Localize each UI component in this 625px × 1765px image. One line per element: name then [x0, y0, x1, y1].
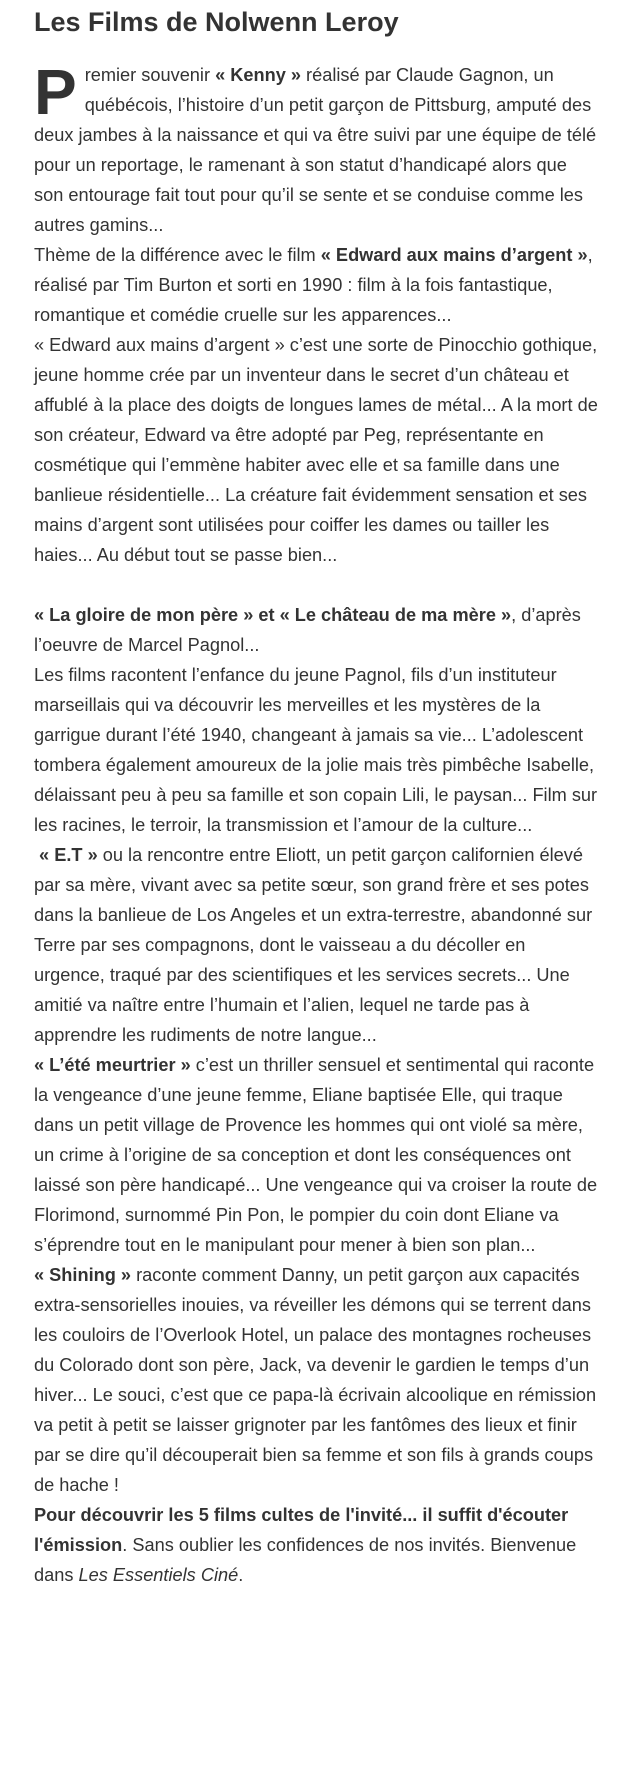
edward-intro: Thème de la différence avec le film [34, 245, 321, 265]
show-name: Les Essentiels Ciné [78, 1565, 239, 1585]
film-title-edward: « Edward aux mains d’argent » [320, 245, 588, 265]
shining-text: raconte comment Danny, un petit garçon aux capacités extra-sensorielles inouies, va réveiller les démons qui se terrent dans les couloirs de l’Overlook Hotel, un palace des montagnes rocheuses du Colorado dont son père, Jack, va devenir le gardien le temps d’un hiver... Le souci, c’est que ce papa-là écrivain alcoolique en rémission va petit à petit se laisser grignoter par les fantômes des lieux et finir par se dire qu’il découperait bien sa femme et son fils à grands coups de hache ! [34, 1265, 597, 1495]
film-title-shining: « Shining » [34, 1265, 132, 1285]
paragraph-edward-synopsis: « Edward aux mains d’argent » c’est une sorte de Pinocchio gothique, jeune homme crée par un inventeur dans le secret d’un château et affublé à la place des doigts de longues lames de métal... A la mort de son créateur, Edward va être adopté par Peg, représentante en cosmétique qui l’emmène habiter avec elle et sa famille dans une banlieue résidentielle... La créature fait évidemment sensation et ses mains d’argent sont utilisées pour coiffer les dames ou tailler les haies... Au début tout se passe bien... [34, 335, 598, 565]
film-title-pagnol: « La gloire de mon père » et « Le château de ma mère » [34, 605, 512, 625]
paragraph-edward [34, 240, 598, 330]
paragraph-et [34, 840, 598, 1050]
paragraph-spacer [34, 570, 598, 600]
kenny-text: réalisé par Claude Gagnon, un québécois, l’histoire d’un petit garçon de Pittsburg, amputé des deux jambes à la naissance et qui va être suivi par une équipe de télé pour un reportage, le ramenant à son statut d’handicapé alors que son entourage fait tout pour qu’il se sente et se conduise comme les autres gamins... [34, 65, 597, 235]
film-title-kenny: « Kenny » [215, 65, 301, 85]
paragraph-outro [34, 1500, 598, 1590]
film-title-et: « E.T » [34, 845, 98, 865]
drop-cap-letter: P [34, 56, 77, 128]
paragraph-pagnol-synopsis: Les films racontent l’enfance du jeune Pagnol, fils d’un instituteur marseillais qui va découvrir les merveilles et les mystères de la garrigue durant l’été 1940, changeant à jamais sa vie... L’adolescent tombera également amoureux de la jolie mais très pimbêche Isabelle, délaissant peu à peu sa famille et son copain Lili, le paysan... Film sur les racines, le terroir, la transmission et l’amour de la culture... [34, 665, 598, 835]
pagnol-text: , d’après l’oeuvre de Marcel Pagnol... [34, 605, 581, 655]
ete-meurtrier-text: c’est un thriller sensuel et sentimental qui raconte la vengeance d’une jeune femme, Eliane baptisée Elle, qui traque dans un petit village de Provence les hommes qui ont violé sa mère, un crime à l’origine de sa conception et dont les conséquences ont laissé son père handicapé... Une vengeance qui va croiser la route de Florimond, surnommé Pin Pon, le pompier du coin dont Eliane va s’éprendre tout en le manipulant pour mener à bien son plan... [34, 1055, 598, 1255]
paragraph-shining [34, 1260, 598, 1500]
page-title: Les Films de Nolwenn Leroy [34, 7, 399, 37]
edward-text: , réalisé par Tim Burton et sorti en 1990 : film à la fois fantastique, romantique et comédie cruelle sur les apparences... [34, 245, 593, 325]
paragraph-ete-meurtrier [34, 1050, 598, 1260]
outro-text: . Sans oublier les confidences de nos invités. Bienvenue dans [34, 1535, 577, 1585]
outro-bold-text: Pour découvrir les 5 films cultes de l'invité... il suffit d'écouter l'émission [34, 1505, 569, 1555]
outro-end: . [238, 1565, 244, 1585]
article-body [34, 56, 598, 1590]
paragraph-pagnol [34, 600, 598, 660]
film-title-ete-meurtrier: « L’été meurtrier » [34, 1055, 191, 1075]
kenny-intro: remier souvenir [84, 65, 216, 85]
article [34, 0, 599, 1590]
et-text: ou la rencontre entre Eliott, un petit garçon californien élevé par sa mère, vivant avec sa petite sœur, son grand frère et ses potes dans la banlieue de Los Angeles et un extra-terrestre, abandonné sur Terre par ses compagnons, dont le vaisseau a du décoller en urgence, traqué par des scientifiques et les services secrets... Une amitié va naître entre l’humain et l’alien, lequel ne tarde pas à apprendre les rudiments de notre langue... [34, 845, 593, 1045]
paragraph-kenny [34, 56, 598, 240]
